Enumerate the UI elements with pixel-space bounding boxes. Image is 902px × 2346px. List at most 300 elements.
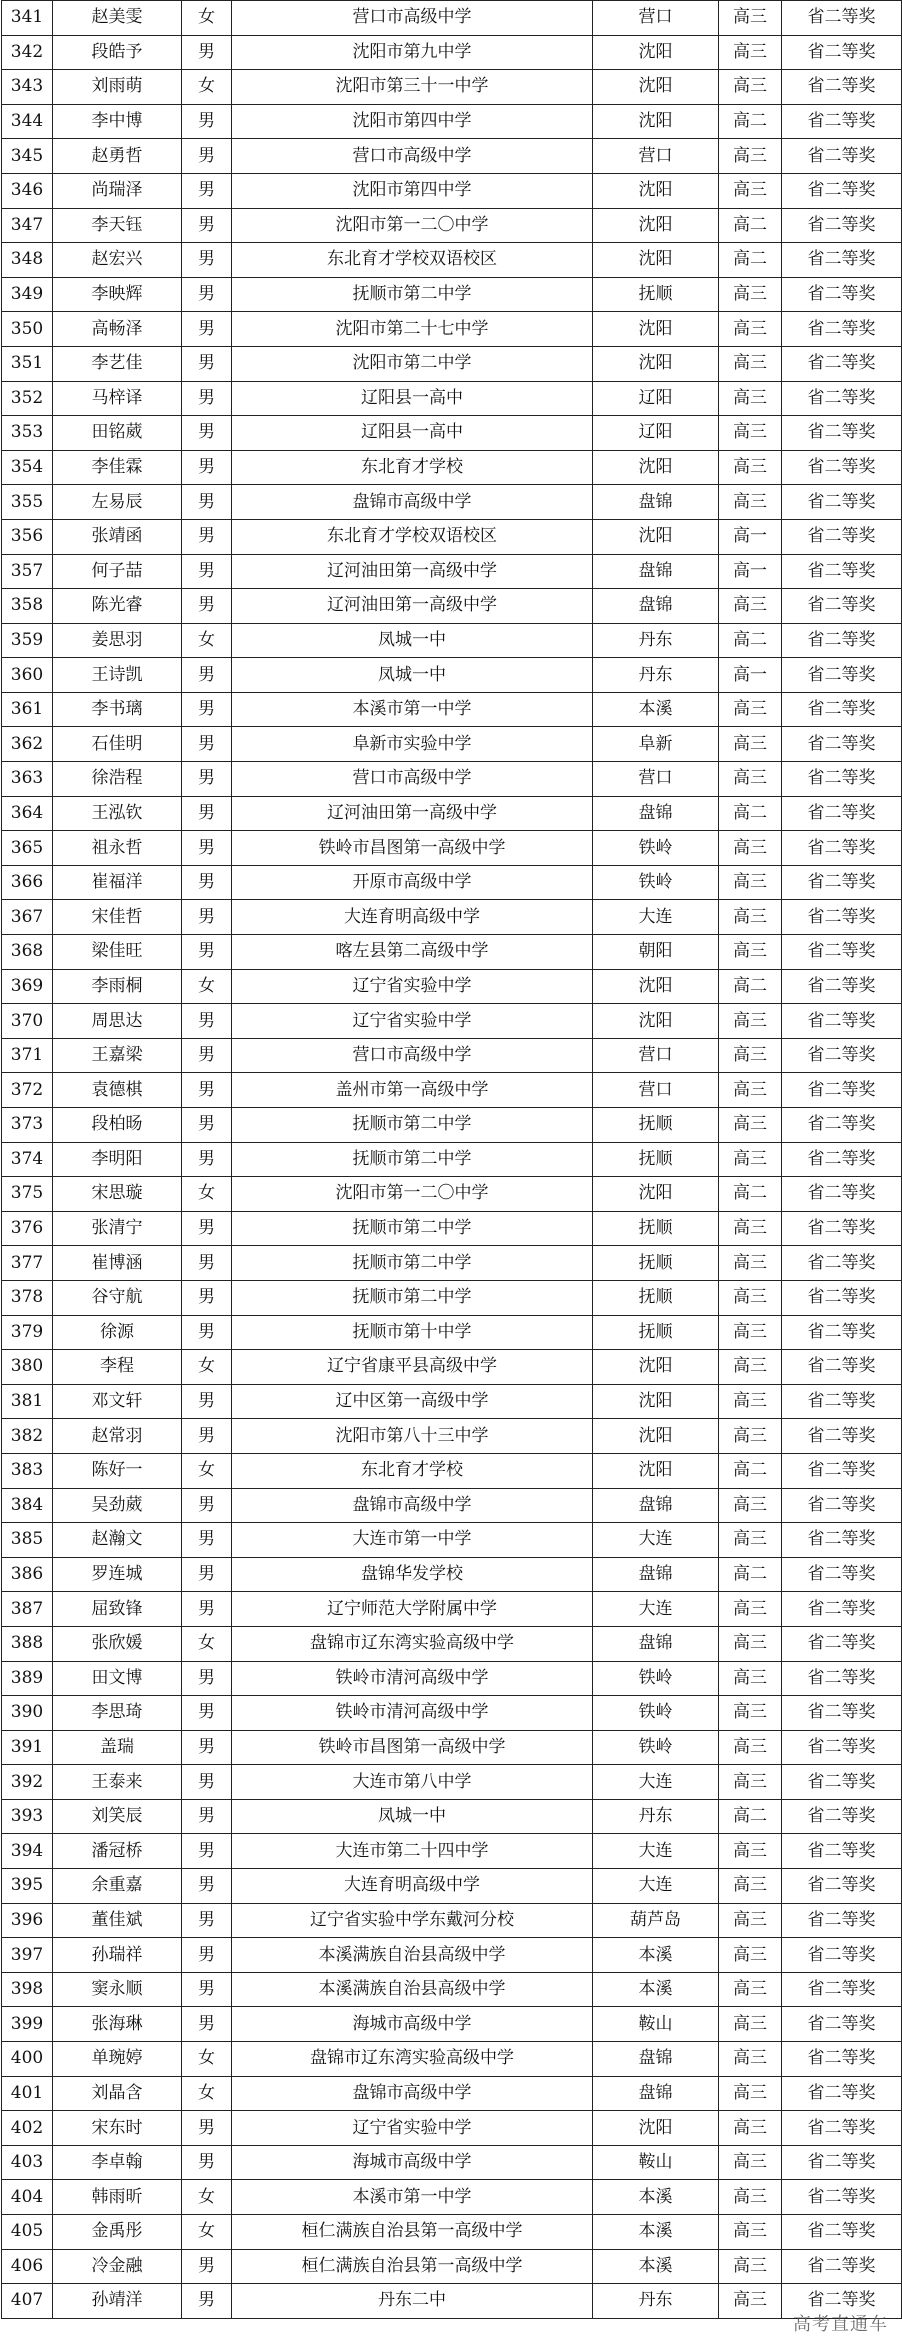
student-name-cell: 孙瑞祥 [53,1938,182,1973]
student-name-cell: 盖瑞 [53,1730,182,1765]
grade-cell: 高三 [719,2215,782,2250]
award-cell: 省二等奖 [782,900,902,935]
award-cell: 省二等奖 [782,243,902,278]
school-name-cell: 盘锦市辽东湾实验高级中学 [232,2042,593,2077]
student-name-cell: 赵常羽 [53,1419,182,1454]
school-name-cell: 东北育才学校 [232,1453,593,1488]
grade-cell: 高二 [719,796,782,831]
city-cell: 沈阳 [593,1419,719,1454]
city-cell: 本溪 [593,1972,719,2007]
gender-cell: 男 [182,450,232,485]
table-row [2,139,902,174]
award-cell: 省二等奖 [782,589,902,624]
grade-cell: 高三 [719,2042,782,2077]
table-row [2,1246,902,1281]
row-number-cell: 353 [2,416,53,451]
school-name-cell: 沈阳市第三十一中学 [232,70,593,105]
row-number-cell: 389 [2,1661,53,1696]
gender-cell: 男 [182,589,232,624]
student-name-cell: 余重嘉 [53,1869,182,1904]
city-cell: 沈阳 [593,1350,719,1385]
gender-cell: 男 [182,346,232,381]
award-cell: 省二等奖 [782,277,902,312]
gender-cell: 女 [182,2180,232,2215]
grade-cell: 高三 [719,1488,782,1523]
city-cell: 盘锦 [593,1626,719,1661]
gender-cell: 男 [182,1523,232,1558]
gender-cell: 男 [182,1592,232,1627]
row-number-cell: 351 [2,346,53,381]
city-cell: 大连 [593,1834,719,1869]
gender-cell: 男 [182,1280,232,1315]
student-name-cell: 刘雨萌 [53,70,182,105]
school-name-cell: 辽阳县一高中 [232,416,593,451]
table-row [2,243,902,278]
row-number-cell: 390 [2,1696,53,1731]
table-row [2,35,902,70]
school-name-cell: 凤城一中 [232,623,593,658]
school-name-cell: 沈阳市第二十七中学 [232,312,593,347]
grade-cell: 高三 [719,589,782,624]
school-name-cell: 铁岭市清河高级中学 [232,1696,593,1731]
award-cell: 省二等奖 [782,416,902,451]
row-number-cell: 398 [2,1972,53,2007]
city-cell: 沈阳 [593,70,719,105]
row-number-cell: 380 [2,1350,53,1385]
table-row [2,1108,902,1143]
city-cell: 辽阳 [593,381,719,416]
school-name-cell: 东北育才学校双语校区 [232,519,593,554]
award-cell: 省二等奖 [782,35,902,70]
award-cell: 省二等奖 [782,1246,902,1281]
gender-cell: 男 [182,1972,232,2007]
table-row [2,485,902,520]
gender-cell: 男 [182,1004,232,1039]
city-cell: 铁岭 [593,831,719,866]
table-row [2,1073,902,1108]
gender-cell: 男 [182,865,232,900]
student-name-cell: 王诗凯 [53,658,182,693]
grade-cell: 高三 [719,1972,782,2007]
student-name-cell: 李天钰 [53,208,182,243]
gender-cell: 男 [182,658,232,693]
row-number-cell: 388 [2,1626,53,1661]
school-name-cell: 沈阳市第二中学 [232,346,593,381]
student-name-cell: 王泓钦 [53,796,182,831]
city-cell: 丹东 [593,658,719,693]
row-number-cell: 402 [2,2111,53,2146]
student-name-cell: 石佳明 [53,727,182,762]
gender-cell: 男 [182,796,232,831]
gender-cell: 男 [182,1211,232,1246]
table-row [2,1730,902,1765]
student-name-cell: 崔福洋 [53,865,182,900]
award-cell: 省二等奖 [782,1073,902,1108]
city-cell: 大连 [593,1765,719,1800]
student-name-cell: 吴劲葳 [53,1488,182,1523]
grade-cell: 高三 [719,1142,782,1177]
city-cell: 沈阳 [593,104,719,139]
student-name-cell: 周思达 [53,1004,182,1039]
city-cell: 大连 [593,1523,719,1558]
student-name-cell: 姜思羽 [53,623,182,658]
table-row [2,1453,902,1488]
city-cell: 葫芦岛 [593,1903,719,1938]
table-row [2,935,902,970]
school-name-cell: 辽中区第一高级中学 [232,1384,593,1419]
row-number-cell: 387 [2,1592,53,1627]
school-name-cell: 营口市高级中学 [232,1,593,36]
table-row [2,1938,902,1973]
grade-cell: 高三 [719,346,782,381]
gender-cell: 男 [182,1073,232,1108]
school-name-cell: 盘锦市高级中学 [232,485,593,520]
grade-cell: 高三 [719,1,782,36]
student-name-cell: 赵瀚文 [53,1523,182,1558]
school-name-cell: 盘锦市高级中学 [232,2076,593,2111]
row-number-cell: 376 [2,1211,53,1246]
student-name-cell: 宋佳哲 [53,900,182,935]
gender-cell: 男 [182,2007,232,2042]
student-name-cell: 崔博涵 [53,1246,182,1281]
student-name-cell: 宋东时 [53,2111,182,2146]
award-cell: 省二等奖 [782,623,902,658]
gender-cell: 男 [182,1834,232,1869]
award-cell: 省二等奖 [782,1211,902,1246]
student-name-cell: 李卓翰 [53,2145,182,2180]
gender-cell: 男 [182,35,232,70]
award-cell: 省二等奖 [782,1038,902,1073]
table-row [2,762,902,797]
table-row [2,2284,902,2319]
school-name-cell: 海城市高级中学 [232,2145,593,2180]
city-cell: 丹东 [593,623,719,658]
row-number-cell: 358 [2,589,53,624]
student-name-cell: 窦永顺 [53,1972,182,2007]
school-name-cell: 铁岭市清河高级中学 [232,1661,593,1696]
gender-cell: 女 [182,623,232,658]
gender-cell: 男 [182,2284,232,2319]
gender-cell: 男 [182,416,232,451]
row-number-cell: 366 [2,865,53,900]
award-cell: 省二等奖 [782,104,902,139]
grade-cell: 高三 [719,1523,782,1558]
school-name-cell: 抚顺市第二中学 [232,1246,593,1281]
table-row [2,865,902,900]
school-name-cell: 阜新市实验中学 [232,727,593,762]
row-number-cell: 346 [2,173,53,208]
award-cell: 省二等奖 [782,1799,902,1834]
gender-cell: 男 [182,1799,232,1834]
school-name-cell: 辽宁省实验中学东戴河分校 [232,1903,593,1938]
row-number-cell: 382 [2,1419,53,1454]
gender-cell: 男 [182,1557,232,1592]
city-cell: 沈阳 [593,1384,719,1419]
awards-table-body [2,1,902,2319]
row-number-cell: 405 [2,2215,53,2250]
grade-cell: 高三 [719,1038,782,1073]
student-name-cell: 王嘉梁 [53,1038,182,1073]
student-name-cell: 高畅泽 [53,312,182,347]
grade-cell: 高三 [719,1246,782,1281]
row-number-cell: 372 [2,1073,53,1108]
city-cell: 大连 [593,1592,719,1627]
city-cell: 本溪 [593,692,719,727]
table-row [2,589,902,624]
row-number-cell: 391 [2,1730,53,1765]
grade-cell: 高三 [719,727,782,762]
grade-cell: 高三 [719,1903,782,1938]
school-name-cell: 沈阳市第九中学 [232,35,593,70]
row-number-cell: 350 [2,312,53,347]
award-cell: 省二等奖 [782,2249,902,2284]
gender-cell: 男 [182,1108,232,1143]
city-cell: 沈阳 [593,1177,719,1212]
award-cell: 省二等奖 [782,1142,902,1177]
grade-cell: 高三 [719,485,782,520]
award-cell: 省二等奖 [782,1765,902,1800]
student-name-cell: 田铭葳 [53,416,182,451]
student-name-cell: 宋思璇 [53,1177,182,1212]
grade-cell: 高三 [719,1419,782,1454]
student-name-cell: 张海琳 [53,2007,182,2042]
row-number-cell: 400 [2,2042,53,2077]
grade-cell: 高三 [719,1661,782,1696]
gender-cell: 男 [182,312,232,347]
school-name-cell: 凤城一中 [232,658,593,693]
student-name-cell: 李思琦 [53,1696,182,1731]
city-cell: 盘锦 [593,1557,719,1592]
gender-cell: 男 [182,1696,232,1731]
student-name-cell: 尚瑞泽 [53,173,182,208]
city-cell: 营口 [593,1073,719,1108]
award-cell: 省二等奖 [782,1488,902,1523]
award-cell: 省二等奖 [782,312,902,347]
table-row [2,173,902,208]
table-row [2,277,902,312]
school-name-cell: 沈阳市第四中学 [232,173,593,208]
city-cell: 沈阳 [593,450,719,485]
student-name-cell: 韩雨昕 [53,2180,182,2215]
student-name-cell: 陈光睿 [53,589,182,624]
school-name-cell: 本溪满族自治县高级中学 [232,1972,593,2007]
grade-cell: 高三 [719,1730,782,1765]
award-cell: 省二等奖 [782,1626,902,1661]
grade-cell: 高三 [719,2180,782,2215]
gender-cell: 男 [182,1730,232,1765]
award-cell: 省二等奖 [782,1384,902,1419]
city-cell: 沈阳 [593,173,719,208]
school-name-cell: 辽宁省实验中学 [232,1004,593,1039]
table-row [2,2249,902,2284]
grade-cell: 高三 [719,1834,782,1869]
student-name-cell: 谷守航 [53,1280,182,1315]
grade-cell: 高三 [719,312,782,347]
school-name-cell: 本溪满族自治县高级中学 [232,1938,593,1973]
city-cell: 大连 [593,900,719,935]
grade-cell: 高三 [719,1592,782,1627]
award-cell: 省二等奖 [782,692,902,727]
city-cell: 抚顺 [593,1280,719,1315]
table-row [2,104,902,139]
city-cell: 沈阳 [593,969,719,1004]
city-cell: 抚顺 [593,1246,719,1281]
award-cell: 省二等奖 [782,450,902,485]
table-row [2,2042,902,2077]
row-number-cell: 378 [2,1280,53,1315]
city-cell: 营口 [593,762,719,797]
school-name-cell: 营口市高级中学 [232,762,593,797]
city-cell: 沈阳 [593,243,719,278]
school-name-cell: 沈阳市第一二〇中学 [232,1177,593,1212]
award-cell: 省二等奖 [782,1834,902,1869]
student-name-cell: 何子喆 [53,554,182,589]
row-number-cell: 383 [2,1453,53,1488]
award-cell: 省二等奖 [782,658,902,693]
award-cell: 省二等奖 [782,1,902,36]
student-name-cell: 张靖函 [53,519,182,554]
table-row [2,519,902,554]
row-number-cell: 371 [2,1038,53,1073]
city-cell: 沈阳 [593,2111,719,2146]
city-cell: 抚顺 [593,1142,719,1177]
table-row [2,1177,902,1212]
row-number-cell: 362 [2,727,53,762]
student-name-cell: 左易辰 [53,485,182,520]
school-name-cell: 抚顺市第二中学 [232,1280,593,1315]
grade-cell: 高二 [719,1557,782,1592]
city-cell: 抚顺 [593,1211,719,1246]
award-cell: 省二等奖 [782,969,902,1004]
grade-cell: 高二 [719,1799,782,1834]
table-row [2,727,902,762]
table-row [2,2215,902,2250]
student-name-cell: 李中博 [53,104,182,139]
school-name-cell: 铁岭市昌图第一高级中学 [232,1730,593,1765]
gender-cell: 女 [182,70,232,105]
grade-cell: 高三 [719,381,782,416]
student-name-cell: 李映辉 [53,277,182,312]
school-name-cell: 铁岭市昌图第一高级中学 [232,831,593,866]
grade-cell: 高二 [719,969,782,1004]
school-name-cell: 抚顺市第二中学 [232,1108,593,1143]
student-name-cell: 李明阳 [53,1142,182,1177]
table-row [2,1972,902,2007]
table-row [2,1903,902,1938]
student-name-cell: 董佳斌 [53,1903,182,1938]
school-name-cell: 盘锦市高级中学 [232,1488,593,1523]
table-row [2,2007,902,2042]
grade-cell: 高三 [719,450,782,485]
award-cell: 省二等奖 [782,831,902,866]
gender-cell: 男 [182,727,232,762]
city-cell: 盘锦 [593,554,719,589]
grade-cell: 高三 [719,1108,782,1143]
award-cell: 省二等奖 [782,2180,902,2215]
table-row [2,969,902,1004]
gender-cell: 男 [182,1488,232,1523]
row-number-cell: 344 [2,104,53,139]
gender-cell: 男 [182,2249,232,2284]
table-row [2,1384,902,1419]
student-name-cell: 李程 [53,1350,182,1385]
row-number-cell: 379 [2,1315,53,1350]
table-row [2,1038,902,1073]
award-cell: 省二等奖 [782,1938,902,1973]
row-number-cell: 403 [2,2145,53,2180]
city-cell: 阜新 [593,727,719,762]
row-number-cell: 342 [2,35,53,70]
gender-cell: 男 [182,381,232,416]
award-cell: 省二等奖 [782,1177,902,1212]
grade-cell: 高三 [719,2111,782,2146]
gender-cell: 男 [182,173,232,208]
school-name-cell: 营口市高级中学 [232,139,593,174]
row-number-cell: 341 [2,1,53,36]
city-cell: 盘锦 [593,1488,719,1523]
table-row [2,1142,902,1177]
table-row [2,796,902,831]
table-row [2,2180,902,2215]
city-cell: 沈阳 [593,519,719,554]
grade-cell: 高三 [719,2145,782,2180]
school-name-cell: 辽阳县一高中 [232,381,593,416]
table-row [2,623,902,658]
award-cell: 省二等奖 [782,2215,902,2250]
row-number-cell: 370 [2,1004,53,1039]
city-cell: 沈阳 [593,1004,719,1039]
table-row [2,1315,902,1350]
gender-cell: 男 [182,1938,232,1973]
grade-cell: 高三 [719,1350,782,1385]
grade-cell: 高二 [719,1177,782,1212]
award-cell: 省二等奖 [782,1903,902,1938]
award-cell: 省二等奖 [782,70,902,105]
gender-cell: 男 [182,762,232,797]
grade-cell: 高三 [719,2007,782,2042]
student-name-cell: 赵勇哲 [53,139,182,174]
city-cell: 辽阳 [593,416,719,451]
grade-cell: 高三 [719,692,782,727]
city-cell: 沈阳 [593,208,719,243]
gender-cell: 男 [182,208,232,243]
grade-cell: 高一 [719,519,782,554]
table-row [2,2145,902,2180]
grade-cell: 高三 [719,35,782,70]
table-row [2,70,902,105]
city-cell: 抚顺 [593,277,719,312]
student-name-cell: 赵美雯 [53,1,182,36]
grade-cell: 高二 [719,1453,782,1488]
city-cell: 营口 [593,1038,719,1073]
gender-cell: 男 [182,1384,232,1419]
school-name-cell: 抚顺市第十中学 [232,1315,593,1350]
award-cell: 省二等奖 [782,1661,902,1696]
gender-cell: 女 [182,1177,232,1212]
row-number-cell: 384 [2,1488,53,1523]
gender-cell: 女 [182,2076,232,2111]
school-name-cell: 凤城一中 [232,1799,593,1834]
city-cell: 鞍山 [593,2145,719,2180]
row-number-cell: 401 [2,2076,53,2111]
school-name-cell: 抚顺市第二中学 [232,1211,593,1246]
school-name-cell: 盖州市第一高级中学 [232,1073,593,1108]
table-row [2,346,902,381]
student-name-cell: 刘笑辰 [53,1799,182,1834]
gender-cell: 女 [182,2215,232,2250]
gender-cell: 男 [182,935,232,970]
row-number-cell: 396 [2,1903,53,1938]
